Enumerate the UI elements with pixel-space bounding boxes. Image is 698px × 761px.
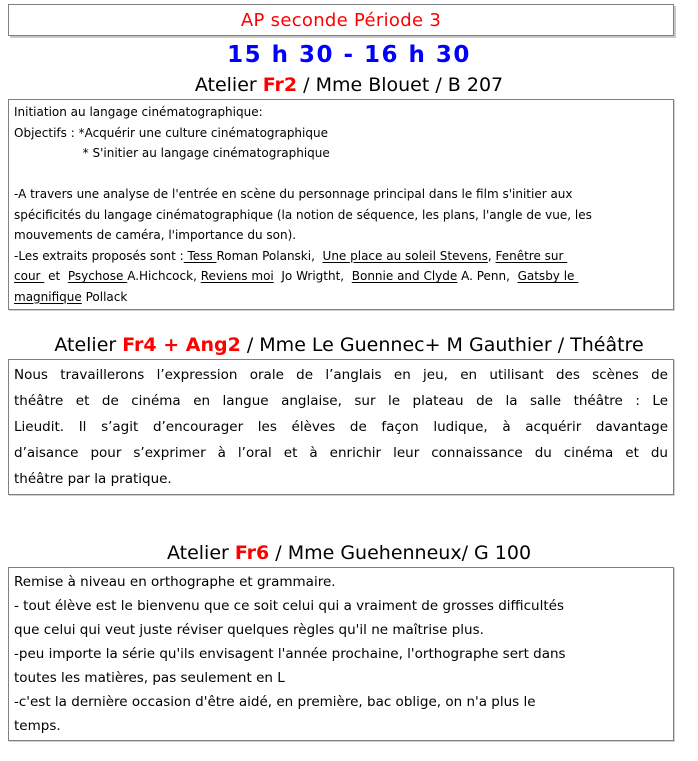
text-line bbox=[14, 102, 668, 123]
text-line bbox=[14, 388, 668, 414]
text-segment: théâtre et de cinéma en langue anglaise, sur le plateau de la salle théâtre : Le bbox=[14, 393, 668, 409]
text-segment: Roman Polanski, bbox=[216, 248, 323, 263]
text-segment bbox=[14, 167, 18, 181]
underlined-title-text: magnifique bbox=[14, 289, 82, 304]
underlined-title-text: Fenêtre sur bbox=[495, 248, 568, 263]
text-line bbox=[14, 642, 668, 666]
text-segment: Initiation au langage cinématographique: bbox=[14, 105, 263, 119]
text-segment: Pollack bbox=[81, 289, 128, 304]
text-segment: A. Penn, bbox=[457, 269, 518, 283]
text-line bbox=[14, 690, 668, 714]
time-range: 15 h 30 - 16 h 30 bbox=[227, 42, 471, 68]
text-segment: Remise à niveau en orthographe et grammaire. bbox=[14, 574, 336, 590]
text-line bbox=[14, 205, 668, 226]
underlined-title-text: Psychose bbox=[67, 269, 128, 283]
page-title: AP seconde Période 3 bbox=[240, 9, 442, 31]
content-box-atelier-fr2 bbox=[8, 99, 674, 310]
text-segment: théâtre par la pratique. bbox=[14, 471, 172, 487]
document-page bbox=[0, 4, 698, 761]
text-segment: mouvements de caméra, l'importance du son). bbox=[14, 228, 297, 242]
heading-atelier-fr2 bbox=[0, 73, 698, 97]
text-segment: -peu importe la série qu'ils envisagent l'année prochaine, l'orthographe sert dans bbox=[14, 646, 566, 662]
text-line bbox=[14, 287, 668, 308]
underlined-title-text: Tess bbox=[183, 248, 217, 263]
text-line bbox=[14, 164, 668, 185]
text-line bbox=[14, 666, 668, 690]
text-segment: -A travers une analyse de l'entrée en scène du personnage principal dans le film s'initier aux bbox=[14, 187, 573, 201]
text-segment: temps. bbox=[14, 718, 61, 734]
title-box bbox=[8, 4, 674, 36]
heading-code: Fr6 bbox=[234, 542, 270, 564]
text-line bbox=[14, 618, 668, 642]
text-line bbox=[14, 440, 668, 466]
text-line bbox=[14, 362, 668, 388]
text-line bbox=[14, 143, 668, 164]
text-segment: et bbox=[44, 269, 68, 283]
text-line bbox=[14, 714, 668, 738]
heading-code: Fr2 bbox=[262, 74, 298, 96]
content-box-atelier-fr6 bbox=[8, 567, 674, 741]
heading-text: Atelier bbox=[166, 542, 235, 564]
text-segment: -c'est la dernière occasion d'être aidé, en première, bac oblige, on n'a plus le bbox=[14, 694, 536, 710]
text-line bbox=[14, 466, 668, 492]
text-line bbox=[14, 184, 668, 205]
text-segment: A.Hichcock, bbox=[127, 269, 201, 283]
text-segment: - tout élève est le bienvenu que ce soit celui qui a vraiment de grosses difficultés bbox=[14, 598, 564, 614]
text-line bbox=[14, 414, 668, 440]
heading-text: / Mme Blouet / B 207 bbox=[297, 74, 504, 96]
text-line bbox=[14, 594, 668, 618]
heading-text: / Mme Le Guennec+ M Gauthier / Théâtre bbox=[240, 334, 644, 356]
text-segment: spécificités du langage cinématographique (la notion de séquence, les plans, l'angle de vue, les bbox=[14, 207, 592, 222]
text-line bbox=[14, 123, 668, 144]
heading-atelier-fr4-ang2 bbox=[0, 333, 698, 357]
text-segment: , bbox=[487, 248, 496, 263]
heading-text: / Mme Guehenneux/ G 100 bbox=[269, 542, 532, 564]
text-segment: * S'initier au langage cinématographique bbox=[14, 146, 330, 160]
heading-text: Atelier bbox=[54, 334, 123, 356]
text-segment: Nous travaillerons l’expression orale de l’anglais en jeu, en utilisant des scènes de bbox=[14, 367, 668, 383]
underlined-title-text: Une place au soleil Stevens bbox=[322, 248, 488, 263]
text-segment: Jo Wrigtht, bbox=[273, 269, 352, 283]
text-segment: Lieudit. Il s’agit d’encourager les élèves de façon ludique, à acquérir davantage bbox=[14, 419, 668, 435]
underlined-title-text: Bonnie and Clyde bbox=[351, 269, 458, 283]
content-box-atelier-fr4-ang2 bbox=[8, 359, 674, 495]
text-line bbox=[14, 570, 668, 594]
underlined-title-text: Gatsby le bbox=[517, 269, 579, 283]
heading-atelier-fr6 bbox=[0, 541, 698, 565]
text-segment: -Les extraits proposés sont : bbox=[14, 248, 184, 263]
text-segment: toutes les matières, pas seulement en L bbox=[14, 670, 285, 686]
text-segment: que celui qui veut juste réviser quelques règles qu'il ne maîtrise plus. bbox=[14, 622, 484, 638]
underlined-title-text: Reviens moi bbox=[200, 269, 274, 283]
underlined-title-text: cour bbox=[14, 269, 45, 283]
text-line bbox=[14, 246, 668, 267]
text-segment: Objectifs : *Acquérir une culture cinématographique bbox=[14, 125, 328, 140]
text-line bbox=[14, 266, 668, 287]
text-segment: d’aisance pour s’exprimer à l’oral et à enrichir leur connaissance du cinéma et du bbox=[14, 445, 668, 461]
heading-code: Fr4 + Ang2 bbox=[122, 334, 241, 356]
text-line bbox=[14, 225, 668, 246]
heading-text: Atelier bbox=[194, 74, 263, 96]
